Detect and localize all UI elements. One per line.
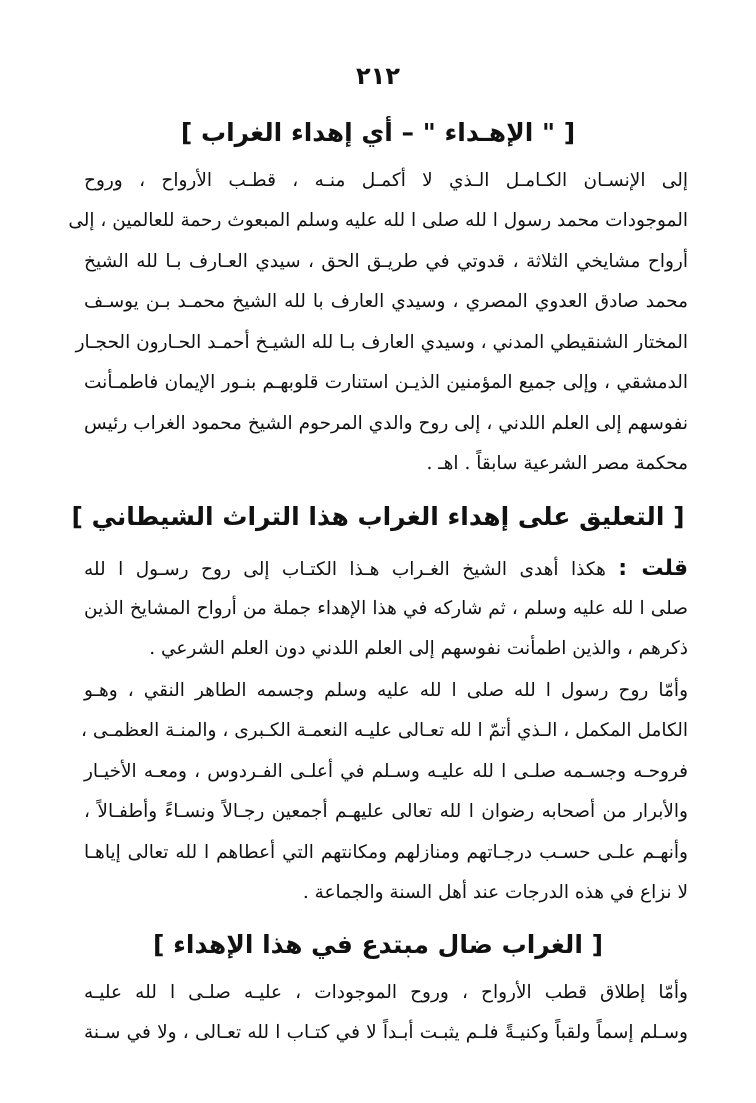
text-line-with-lead bbox=[84, 558, 688, 580]
text-line: نفوسهم إلى العلم اللدني ، إلى روح والدي المرحوم الشيخ محمود الغراب رئيس bbox=[84, 413, 688, 434]
section-heading-commentary: [ التعليق على إهداء الغراب هذا التراث الشيطاني ] bbox=[71, 502, 685, 531]
section-heading-innovation: [ الغراب ضال مبتدع في هذا الإهداء ] bbox=[152, 930, 604, 959]
text-line: محكمة مصر الشرعية سابقاً . اهـ . bbox=[426, 453, 688, 474]
lead-word: قلت : bbox=[618, 556, 688, 581]
text-line: والأبرار من أصحابه رضوان ا لله تعالى عليهـم أجمعين رجـالاً ونسـاءً وأطفـالاً ، bbox=[84, 801, 688, 822]
text-line: فروحـه وجسـمه صلـى ا لله عليـه وسـلم في أعلـى الفـردوس ، ومعـه الأخيـار bbox=[84, 761, 688, 782]
text-line: وسـلم إسماً ولقباً وكنيـةً فلـم يثبـت أبـداً لا في كتـاب ا لله تعـالى ، ولا في سـنة bbox=[84, 1022, 688, 1043]
text-line: صلى ا لله عليه وسلم ، ثم شاركه في هذا الإهداء جملة من أرواح المشايخ الذين bbox=[84, 598, 688, 619]
page-number: ٢١٢ bbox=[356, 62, 400, 90]
section-heading-dedication: [ " الإهـداء " – أي إهداء الغراب ] bbox=[180, 118, 576, 147]
text-line: وأنهـم علـى حسـب درجـاتهم ومنازلهم ومكانتهم التي أعطاهم ا لله تعالى إياهـا bbox=[84, 842, 688, 863]
text-line: وأمّا إطلاق قطب الأرواح ، وروح الموجودات ، عليـه صلـى ا لله عليـه bbox=[84, 982, 688, 1003]
text-line: لا نزاع في هذه الدرجات عند أهل السنة والجماعة . bbox=[302, 882, 688, 903]
text-line: وأمّا روح رسول ا لله صلى ا لله عليه وسلم وجسمه الطاهر النقي ، وهـو bbox=[84, 680, 688, 701]
text-line: الموجودات محمد رسول ا لله صلى ا لله عليه وسلم المبعوث رحمة للعالمين ، إلى bbox=[68, 210, 688, 231]
text-line: هكذا أهدى الشيخ الغـراب هـذا الكتـاب إلى روح رسـول ا لله bbox=[84, 559, 619, 580]
text-line: الدمشقي ، وإلى جميع المؤمنين الذيـن استنارت قلوبهـم بنـور الإيمان فاطمـأنت bbox=[84, 372, 688, 393]
text-line: محمد صادق العدوي المصري ، وسيدي العارف با لله الشيخ محمـد بـن يوسـف bbox=[84, 291, 688, 312]
text-line: الكامل المكمل ، الـذي أتمّ ا لله تعـالى عليـه النعمـة الكـبرى ، والمنـة العظمـى ، bbox=[80, 720, 688, 741]
text-line: أرواح مشايخي الثلاثة ، قدوتي في طريـق الحق ، سيدي العـارف بـا لله الشيخ bbox=[84, 251, 688, 272]
text-line: ذكرهم ، والذين اطمأنت نفوسهم إلى العلم اللدني دون العلم الشرعي . bbox=[149, 638, 688, 659]
text-line: المختار الشنقيطي المدني ، وسيدي العارف بـا لله الشيـخ أحمـد الحـارون الحجـار bbox=[75, 332, 688, 353]
text-line: إلى الإنسـان الكـامـل الـذي لا أكمـل منـه ، قطـب الأرواح ، وروح bbox=[84, 170, 688, 191]
